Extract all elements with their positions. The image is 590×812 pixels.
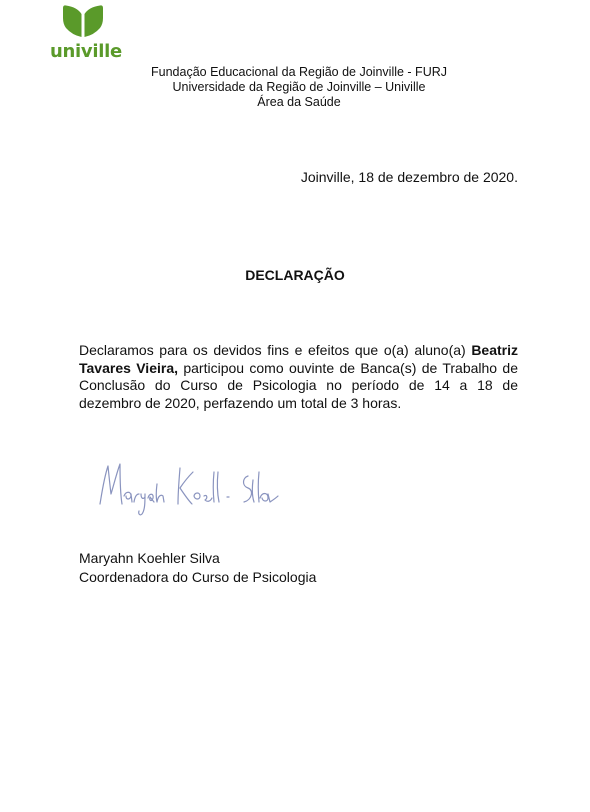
signer-role: Coordenadora do Curso de Psicologia <box>79 569 317 585</box>
univille-logo <box>50 4 122 62</box>
letterhead-university: Universidade da Região de Joinville – Univille <box>172 80 426 94</box>
declaration-body <box>79 342 518 412</box>
signer-name: Maryahn Koehler Silva <box>79 550 220 566</box>
letterhead-foundation: Fundação Educacional da Região de Joinville - FURJ <box>151 65 447 79</box>
body-text-end: participou como ouvinte de Banca(s) de Trabalho de Conclusão do Curso de Psicologia no período de 14 a 18 de dezembro de 2020, perfazendo um total de 3 horas. <box>79 359 519 411</box>
letterhead-area: Área da Saúde <box>257 95 341 109</box>
letterhead <box>110 65 488 110</box>
student-name: Beatriz Tavares Vieira, <box>79 342 518 376</box>
body-text-start: Declaramos para os devidos fins e efeitos que o(a) aluno(a) <box>79 342 472 358</box>
document-title: DECLARAÇÃO <box>245 267 345 283</box>
handwritten-signature <box>96 458 286 520</box>
signer-block <box>79 549 316 587</box>
date-line: Joinville, 18 de dezembro de 2020. <box>300 169 518 185</box>
logo-wordmark: univille <box>50 41 122 62</box>
leaf-logo-icon <box>62 4 104 38</box>
